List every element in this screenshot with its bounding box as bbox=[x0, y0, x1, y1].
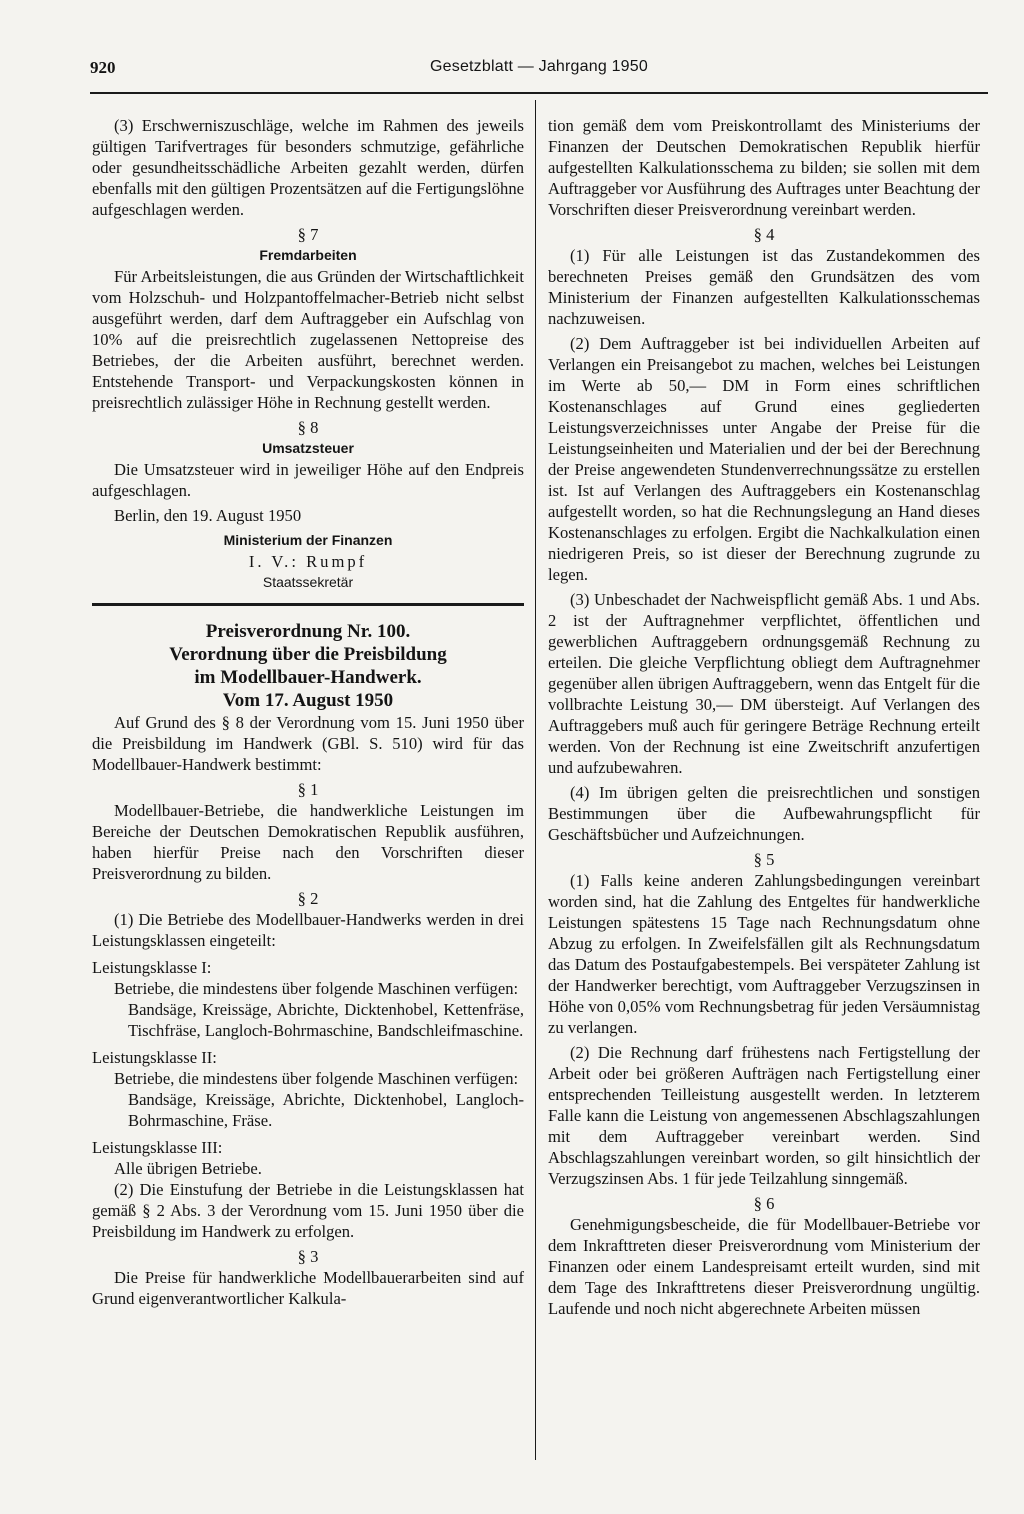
leistungsklasse-3-text: Alle übrigen Betriebe. bbox=[114, 1159, 262, 1178]
section-1-heading: § 1 bbox=[297, 780, 319, 799]
right-column bbox=[548, 115, 980, 1319]
column-divider bbox=[535, 100, 536, 1460]
leistungsklasse-1-text: Betriebe, die mindestens über folgende Maschinen verfügen: bbox=[114, 979, 519, 998]
leistungsklasse-1-machines: Bandsäge, Kreissäge, Abrichte, Dicktenhobel, Kettenfräse, Tischfräse, Langloch-Bohrmaschine, Bandschleifmaschine. bbox=[128, 1000, 524, 1040]
section-3-heading: § 3 bbox=[297, 1247, 319, 1266]
leistungsklasse-2-text: Betriebe, die mindestens über folgende Maschinen verfügen: bbox=[114, 1069, 519, 1088]
section-5-para-2: (2) Die Rechnung darf frühestens nach Fertigstellung der Arbeit oder bei größeren Aufträgen nach Fertigstellung einer entsprechenden Teilleistung ausgestellt werden. In letzterem Falle kann die Leistung von angemessenen Abschlagszahlungen mit dem Auftraggeber vereinbart werden. Sind Abschlagszahlungen vereinbart worden, so gilt hinsichtlich der Verzugszinsen Abs. 1 für jede Teilzahlung sinngemäß. bbox=[548, 1043, 980, 1188]
section-3-text: Die Preise für handwerkliche Modellbauerarbeiten sind auf Grund eigenverantwortlicher Kalkula- bbox=[92, 1268, 524, 1308]
ordinance-title-line-2: im Modellbauer-Handwerk. bbox=[194, 667, 422, 688]
ordinance-date: Vom 17. August 1950 bbox=[222, 690, 394, 711]
page-header bbox=[90, 58, 990, 82]
leistungsklasse-1-label: Leistungsklasse I: bbox=[92, 958, 212, 977]
section-5-para-1: (1) Falls keine anderen Zahlungsbedingungen vereinbart worden sind, hat die Zahlung des Entgeltes für handwerkliche Leistungen spätestens 15 Tage nach Rechnungsdatum ohne Abzug zu erfolgen. In Zweifelsfällen gilt als Rechnungsdatum das Datum des Postaufgabestempels. Bei verspäteter Zahlung ist der Handwerker berechtigt, vom Auftraggeber Verzugszinsen in Höhe von 0,05% vom Rechnungsbetrag für jeden Versäumnistag zu verlangen. bbox=[548, 871, 980, 1037]
section-6-heading: § 6 bbox=[753, 1194, 775, 1213]
section-7-heading: § 7 bbox=[297, 225, 319, 244]
section-divider-rule bbox=[92, 603, 524, 606]
signature-role: Staatssekretär bbox=[262, 574, 354, 590]
section-4-para-3: (3) Unbeschadet der Nachweispflicht gemäß Abs. 1 und Abs. 2 ist der Auftragnehmer verpflichtet, öffentlichen und gewerblichen Auftraggebern ordnungsgemäß Rechnung zu erteilen. Die gleiche Verpflichtung obliegt dem Auftragnehmer gegenüber allen übrigen Auftraggebern, wenn das Entgelt für die vollbrachte Leistung 30,— DM übersteigt. Auf Verlangen des Auftraggebers muß auch für geringere Beträge Rechnung erteilt werden. Von der Rechnung ist eine Zweitschrift anzufertigen und aufzubewahren. bbox=[548, 590, 980, 777]
leistungsklasse-2-machines: Bandsäge, Kreissäge, Abrichte, Dicktenhobel, Langloch-Bohrmaschine, Fräse. bbox=[128, 1090, 524, 1130]
section-8-title: Umsatzsteuer bbox=[262, 440, 354, 456]
paragraph-erschwerniszuschlaege: (3) Erschwerniszuschläge, welche im Rahmen des jeweils gültigen Tarifvertrages für besonders schmutzige, gefährliche oder gesundheitsschädliche Arbeiten gezahlt werden, dürfen ebenfalls mit den gültigen Prozentsätzen auf die Fertigungslöhne aufgeschlagen werden. bbox=[92, 116, 524, 219]
page-number: 920 bbox=[90, 58, 116, 77]
leistungsklasse-3-label: Leistungsklasse III: bbox=[92, 1138, 223, 1157]
section-4-para-4: (4) Im übrigen gelten die preisrechtlichen und sonstigen Bestimmungen über die Aufbewahrungspflicht für Geschäftsbücher und Aufzeichnungen. bbox=[548, 783, 980, 844]
preamble: Auf Grund des § 8 der Verordnung vom 15. Juni 1950 über die Preisbildung im Handwerk (GBl. S. 510) wird für das Modellbauer-Handwerk bestimmt: bbox=[92, 713, 524, 774]
signature-name: I. V.: Rumpf bbox=[248, 552, 368, 571]
ordinance-number: Preisverordnung Nr. 100. bbox=[205, 621, 411, 642]
section-1-text: Modellbauer-Betriebe, die handwerkliche Leistungen im Bereiche der Deutschen Demokratischen Republik ausführen, haben hierfür Preise nach den Vorschriften dieser Preisverordnung zu bilden. bbox=[92, 801, 524, 883]
section-6-text: Genehmigungsbescheide, die für Modellbauer-Betriebe vor dem Inkrafttreten dieser Preisverordnung vom Ministerium der Finanzen oder einem Landespreisamt erteilt wurden, sind mit dem Tage des Inkrafttretens dieser Preisverordnung ungültig. Laufende und noch nicht abgerechnete Arbeiten müssen bbox=[548, 1215, 980, 1318]
section-3-continuation: tion gemäß dem vom Preiskontrollamt des Ministeriums der Finanzen der Deutschen Demokratischen Republik hierfür aufgestellten Kalkulationsschema zu bilden; sie sollen mit dem Auftraggeber vor Ausführung des Auftrages unter Beachtung der Vorschriften dieser Preisverordnung vereinbart werden. bbox=[548, 116, 980, 219]
signature-ministry: Ministerium der Finanzen bbox=[223, 532, 393, 548]
section-8-text: Die Umsatzsteuer wird in jeweiliger Höhe auf den Endpreis aufgeschlagen. bbox=[92, 460, 524, 500]
dateline: Berlin, den 19. August 1950 bbox=[114, 506, 302, 525]
ordinance-title-line-1: Verordnung über die Preisbildung bbox=[169, 644, 447, 665]
header-rule bbox=[90, 92, 988, 94]
section-2-heading: § 2 bbox=[297, 889, 319, 908]
section-4-para-2: (2) Dem Auftraggeber ist bei individuellen Arbeiten auf Verlangen ein Preisangebot zu machen, welches bei Leistungen im Werte ab 50,— DM in Form eines schriftlichen Kostenanschlages auf Grund eines gegliederten Leistungsverzeichnisses unter Angabe der Preise für die Leistungseinheiten und Materialien und der bei der Berechnung der Preise angewendeten Stundenverrechnungssätze zu erstellen ist. Ist auf Verlangen des Auftraggebers ein Kostenanschlag aufgestellt worden, so hat die Rechnungslegung an Hand dieses Kostenanschlages zu erfolgen. Ergibt die Nachkalkulation einen niedrigeren Preis, so ist dieser der Berechnung zugrunde zu legen. bbox=[548, 334, 980, 584]
section-8-heading: § 8 bbox=[297, 418, 319, 437]
section-4-heading: § 4 bbox=[753, 225, 775, 244]
section-7-title: Fremdarbeiten bbox=[259, 247, 357, 263]
section-7-text: Für Arbeitsleistungen, die aus Gründen der Wirtschaftlichkeit vom Holzschuh- und Holzpantoffelmacher-Betrieb nicht selbst ausgeführt werden, darf dem Auftraggeber ein Aufschlag von 10% auf die preisrechtlich zugelassenen Nettopreise des Betriebes, der die Arbeiten ausführt, berechnet werden. Entstehende Transport- und Verpackungskosten können in preisrechtlich zulässiger Höhe in Rechnung gestellt werden. bbox=[92, 267, 524, 412]
running-head: Gesetzblatt — Jahrgang 1950 bbox=[430, 58, 648, 75]
leistungsklasse-2-label: Leistungsklasse II: bbox=[92, 1048, 217, 1067]
section-4-para-1: (1) Für alle Leistungen ist das Zustandekommen des berechneten Preises gemäß den Grundsätzen des vom Ministerium der Finanzen aufgestellten Kalkulationsschemas nachzuweisen. bbox=[548, 246, 980, 328]
left-column bbox=[92, 115, 524, 1309]
section-2-para-2: (2) Die Einstufung der Betriebe in die Leistungsklassen hat gemäß § 2 Abs. 3 der Verordnung vom 15. Juni 1950 über die Preisbildung im Handwerk zu erfolgen. bbox=[92, 1180, 524, 1241]
section-5-heading: § 5 bbox=[753, 850, 775, 869]
section-2-para-1: (1) Die Betriebe des Modellbauer-Handwerks werden in drei Leistungsklassen eingeteilt: bbox=[92, 910, 524, 950]
